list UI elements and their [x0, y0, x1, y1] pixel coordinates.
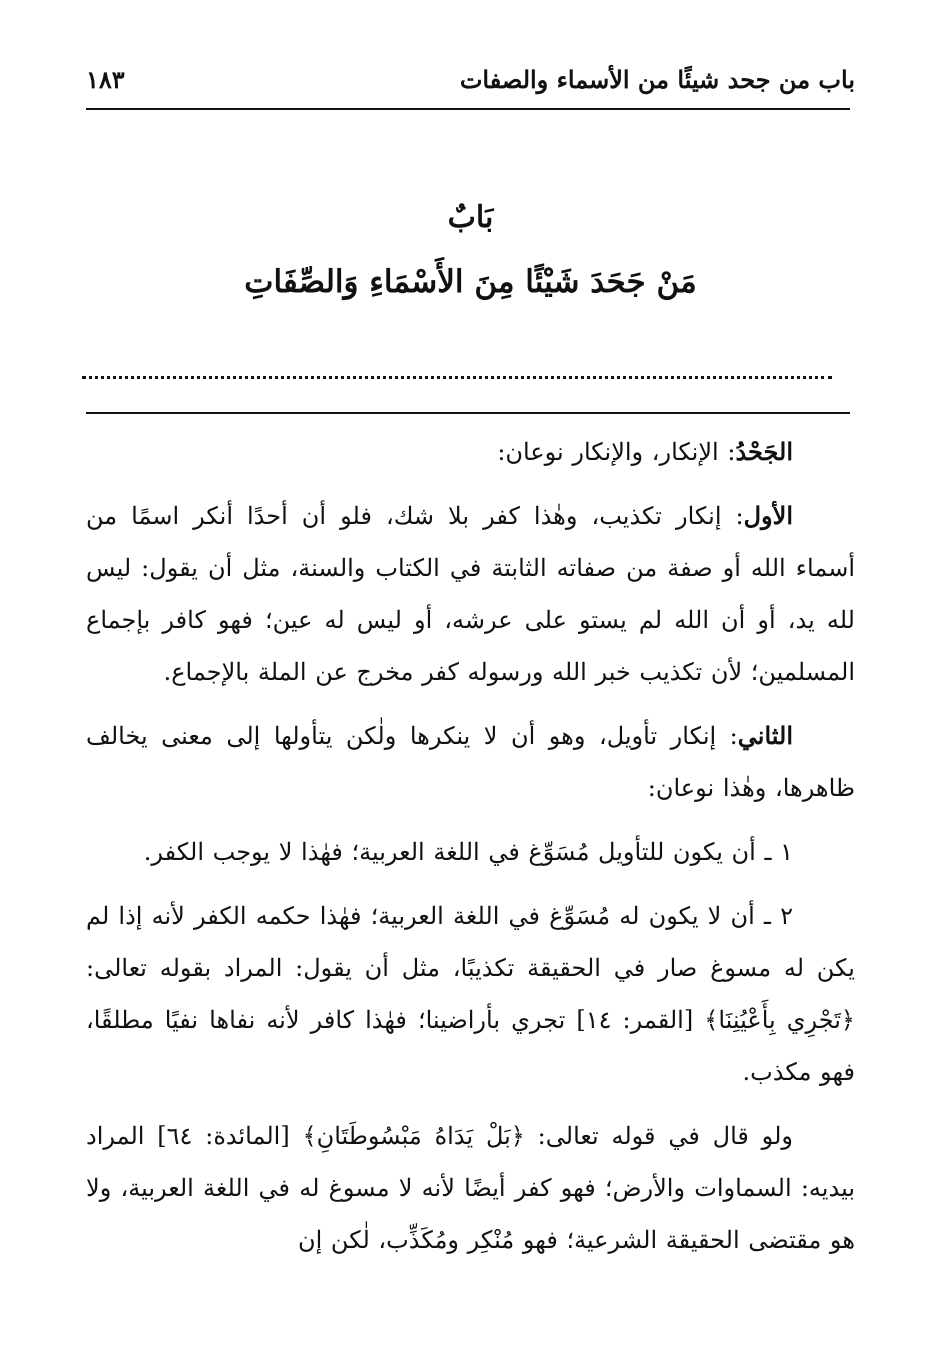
item-one-paragraph — [86, 826, 855, 878]
first-type-label: الأول — [743, 501, 793, 530]
final-text-end: [المائدة: ٦٤] المراد بيديه: السماوات والأرض؛ فهو كفر أيضًا لأنه لا مسوغ له في اللغة العربية، ولا هو مقتضى الحقيقة الشرعية؛ فهو مُنْكِر ومُكَذِّب، لٰكن إن — [86, 1122, 855, 1254]
running-title: باب من جحد شيئًا من الأسماء والصفات — [459, 65, 855, 94]
body-rule — [86, 412, 850, 414]
item-two-text-end: [القمر: ١٤] تجري بأراضينا؛ فهٰذا كافر لأنه نفاها نفيًا مطلقًا، فهو مكذب. — [86, 1006, 855, 1086]
quran-verse-maidah: ﴿بَلْ يَدَاهُ مَبْسُوطَتَانِ﴾ — [302, 1122, 525, 1150]
second-type-label: الثاني — [737, 721, 793, 750]
page-number: ١٨٣ — [86, 65, 125, 94]
first-type-paragraph — [86, 490, 855, 698]
first-type-text: : إنكار تكذيب، وهٰذا كفر بلا شك، فلو أن أحدًا أنكر اسمًا من أسماء الله أو صفة من صفاته الثابتة في الكتاب والسنة، مثل أن يقول: ليس لله يد، أو أن الله لم يستو على عرشه، أو ليس له عين؛ فهو كافر بإجماع المسلمين؛ لأن تكذيب خبر الله ورسوله كفر مخرج عن الملة بالإجماع. — [86, 502, 855, 686]
item-two-paragraph — [86, 890, 855, 1098]
item-one-text: ١ ـ أن يكون للتأويل مُسَوِّغ في اللغة العربية؛ فهٰذا لا يوجب الكفر. — [143, 838, 793, 866]
second-type-paragraph — [86, 710, 855, 814]
running-header — [86, 60, 855, 100]
final-text-start: ولو قال في قوله تعالى: — [524, 1122, 793, 1150]
page-body — [86, 426, 855, 1266]
item-two-text-start: ٢ ـ أن لا يكون له مُسَوِّغ في اللغة العربية؛ فهٰذا حكمه الكفر لأنه إذا لم يكن له مسوغ صار في الحقيقة تكذيبًا، مثل أن يقول: المراد بقوله تعالى: — [86, 902, 855, 982]
quran-verse-qamar: ﴿تَجْرِي بِأَعْيُنِنَا﴾ — [704, 1006, 855, 1034]
second-type-text: : إنكار تأويل، وهو أن لا ينكرها ولٰكن يتأولها إلى معنى يخالف ظاهرها، وهٰذا نوعان: — [86, 722, 855, 802]
dotted-separator — [82, 376, 832, 379]
chapter-title: مَنْ جَحَدَ شَيْئًا مِنَ الأَسْمَاءِ وَالصِّفَاتِ — [244, 264, 697, 300]
definition-paragraph — [86, 426, 855, 478]
definition-text: : الإنكار، والإنكار نوعان: — [497, 438, 736, 466]
chapter-label: بَابٌ — [447, 200, 494, 235]
definition-term: الجَحْدُ — [735, 437, 793, 466]
final-paragraph — [86, 1110, 855, 1266]
header-rule — [86, 108, 850, 110]
